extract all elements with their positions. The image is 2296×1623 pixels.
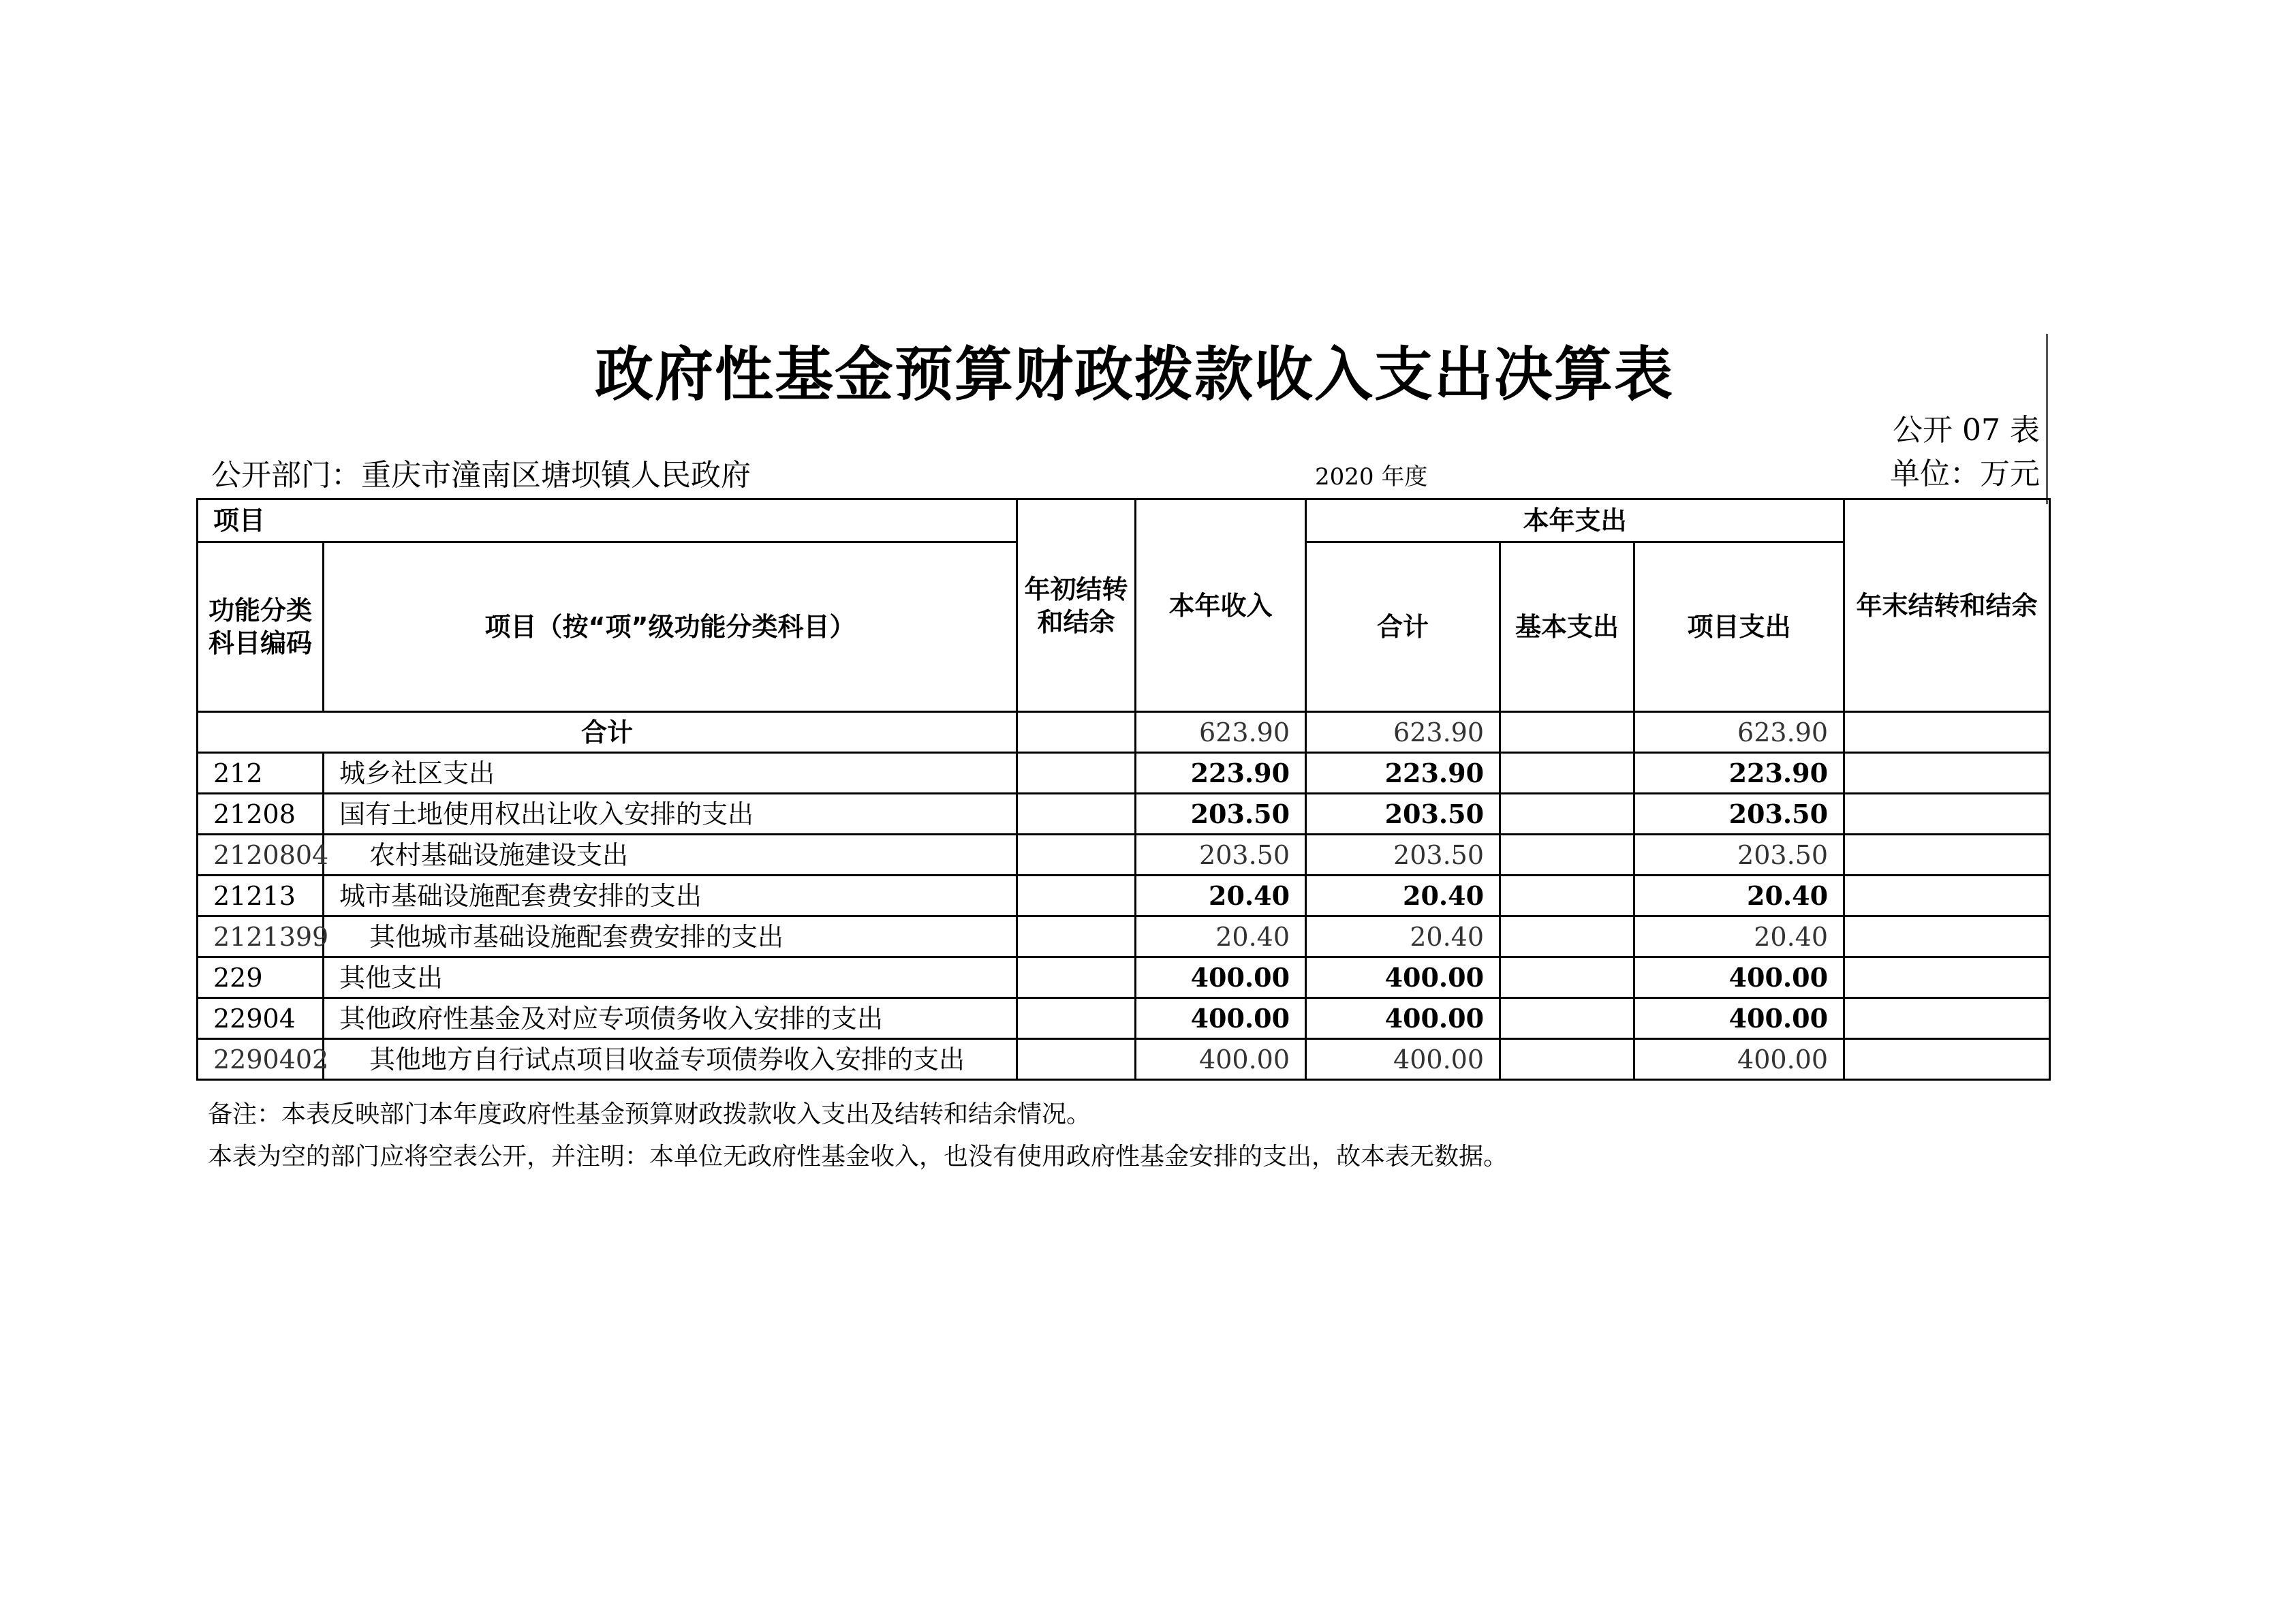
- cell-income: 223.90: [1136, 753, 1306, 794]
- cell-begin: [1017, 957, 1136, 998]
- header-row-1: [198, 499, 2050, 542]
- cell-income: 400.00: [1136, 1039, 1306, 1080]
- cell-end: [1844, 916, 2050, 957]
- unit-label: 单位：万元: [1890, 457, 2040, 491]
- header-total: 合计: [1306, 542, 1500, 712]
- header-basic: 基本支出: [1500, 542, 1634, 712]
- cell-end: [1844, 794, 2050, 835]
- total-label: 合计: [198, 712, 1017, 753]
- cell-total: 400.00: [1306, 1039, 1500, 1080]
- header-name: 项目（按“项”级功能分类科目）: [324, 542, 1017, 712]
- cell-total: 203.50: [1306, 794, 1500, 835]
- cell-code: 212: [198, 753, 324, 794]
- header-project: 项目: [198, 499, 1017, 542]
- cell-end: [1844, 712, 2050, 753]
- cell-code: 22904: [198, 998, 324, 1039]
- cell-name: 其他城市基础设施配套费安排的支出: [324, 916, 1017, 957]
- cell-basic: [1500, 998, 1634, 1039]
- cell-basic: [1500, 835, 1634, 876]
- cell-end: [1844, 753, 2050, 794]
- table-row: [198, 1039, 2050, 1080]
- cell-code: 2120804: [198, 835, 324, 876]
- cell-end: [1844, 998, 2050, 1039]
- cell-begin: [1017, 712, 1136, 753]
- cell-begin: [1017, 835, 1136, 876]
- cell-begin: [1017, 753, 1136, 794]
- cell-code: 21208: [198, 794, 324, 835]
- cell-code: 2121399: [198, 916, 324, 957]
- cell-project: 203.50: [1634, 835, 1844, 876]
- document-title: 政府性基金预算财政拨款收入支出决算表: [595, 341, 1674, 409]
- cell-basic: [1500, 1039, 1634, 1080]
- cell-project: 623.90: [1634, 712, 1844, 753]
- cell-end: [1844, 876, 2050, 916]
- cell-total: 623.90: [1306, 712, 1500, 753]
- cell-total: 400.00: [1306, 957, 1500, 998]
- cell-total: 20.40: [1306, 876, 1500, 916]
- cell-begin: [1017, 998, 1136, 1039]
- header-begin-balance: 年初结转和结余: [1017, 499, 1136, 712]
- cell-project: 203.50: [1634, 794, 1844, 835]
- cell-begin: [1017, 794, 1136, 835]
- footnote-remark: 备注：本表反映部门本年度政府性基金预算财政拨款收入支出及结转和结余情况。: [208, 1100, 1091, 1128]
- cell-name: 城乡社区支出: [324, 753, 1017, 794]
- cell-project: 400.00: [1634, 1039, 1844, 1080]
- cell-total: 400.00: [1306, 998, 1500, 1039]
- cell-begin: [1017, 1039, 1136, 1080]
- cell-code: 229: [198, 957, 324, 998]
- header-expense-group: 本年支出: [1306, 499, 1844, 542]
- cell-project: 400.00: [1634, 957, 1844, 998]
- budget-table: [196, 498, 2051, 1081]
- table-row: [198, 835, 2050, 876]
- fiscal-year: 2020 年度: [1315, 463, 1428, 491]
- header-code: 功能分类科目编码: [198, 542, 324, 712]
- cell-name: 城市基础设施配套费安排的支出: [324, 876, 1017, 916]
- cell-income: 400.00: [1136, 998, 1306, 1039]
- cell-project: 20.40: [1634, 876, 1844, 916]
- cell-income: 623.90: [1136, 712, 1306, 753]
- cell-total: 20.40: [1306, 916, 1500, 957]
- cell-total: 203.50: [1306, 835, 1500, 876]
- cell-basic: [1500, 753, 1634, 794]
- table-row: [198, 957, 2050, 998]
- table-row: [198, 998, 2050, 1039]
- cell-name: 其他地方自行试点项目收益专项债券收入安排的支出: [324, 1039, 1017, 1080]
- cell-basic: [1500, 916, 1634, 957]
- cell-begin: [1017, 916, 1136, 957]
- total-row: [198, 712, 2050, 753]
- cell-project: 400.00: [1634, 998, 1844, 1039]
- cell-income: 203.50: [1136, 794, 1306, 835]
- cell-basic: [1500, 876, 1634, 916]
- cell-name: 其他支出: [324, 957, 1017, 998]
- cell-income: 20.40: [1136, 916, 1306, 957]
- cell-project: 20.40: [1634, 916, 1844, 957]
- header-income: 本年收入: [1136, 499, 1306, 712]
- cell-income: 203.50: [1136, 835, 1306, 876]
- cell-basic: [1500, 794, 1634, 835]
- cell-basic: [1500, 957, 1634, 998]
- table-row: [198, 876, 2050, 916]
- table-row: [198, 753, 2050, 794]
- table-row: [198, 794, 2050, 835]
- header-end-balance: 年末结转和结余: [1844, 499, 2050, 712]
- table-row: [198, 916, 2050, 957]
- cell-income: 20.40: [1136, 876, 1306, 916]
- cell-name: 国有土地使用权出让收入安排的支出: [324, 794, 1017, 835]
- cell-project: 223.90: [1634, 753, 1844, 794]
- cell-code: 21213: [198, 876, 324, 916]
- cell-name: 其他政府性基金及对应专项债务收入安排的支出: [324, 998, 1017, 1039]
- cell-begin: [1017, 876, 1136, 916]
- cell-basic: [1500, 712, 1634, 753]
- header-project-expense: 项目支出: [1634, 542, 1844, 712]
- cell-end: [1844, 1039, 2050, 1080]
- form-number: 公开 07 表: [1893, 413, 2040, 448]
- footnote-empty-instruction: 本表为空的部门应将空表公开，并注明：本单位无政府性基金收入，也没有使用政府性基金安排的支出，故本表无数据。: [208, 1143, 1508, 1171]
- cell-income: 400.00: [1136, 957, 1306, 998]
- cell-code: 2290402: [198, 1039, 324, 1080]
- cell-total: 223.90: [1306, 753, 1500, 794]
- department-label: 公开部门：重庆市潼南区塘坝镇人民政府: [211, 458, 751, 493]
- cell-end: [1844, 835, 2050, 876]
- cell-end: [1844, 957, 2050, 998]
- cell-name: 农村基础设施建设支出: [324, 835, 1017, 876]
